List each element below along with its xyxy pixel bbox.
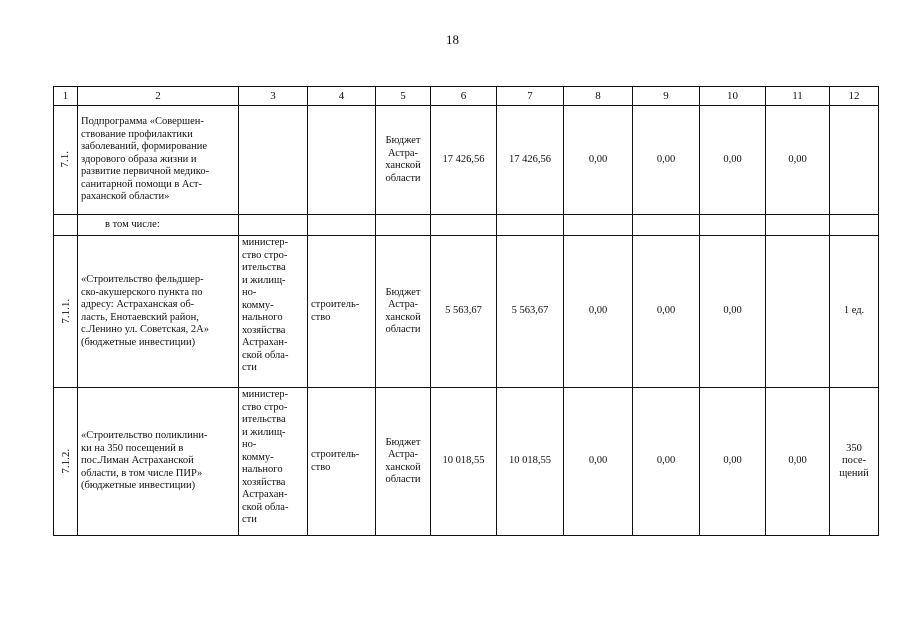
executor bbox=[239, 106, 308, 215]
amount-year-1: 5 563,67 bbox=[497, 236, 564, 388]
expected-result bbox=[830, 106, 879, 215]
row-code-cell bbox=[54, 236, 78, 388]
empty-cell bbox=[564, 215, 633, 236]
table-row-subprogram bbox=[54, 106, 879, 215]
column-number: 7 bbox=[497, 87, 564, 106]
empty-cell bbox=[700, 215, 766, 236]
empty-cell bbox=[431, 215, 497, 236]
column-number: 8 bbox=[564, 87, 633, 106]
row-code: 7.1.1. bbox=[60, 298, 73, 324]
amount-year-1: 17 426,56 bbox=[497, 106, 564, 215]
amount-year-2: 0,00 bbox=[564, 106, 633, 215]
amount-year-5 bbox=[766, 236, 830, 388]
column-number: 6 bbox=[431, 87, 497, 106]
executor: министер- ство стро- ительства и жилищ- но- комму- нального хозяйства Астрахан- ской обла- сти bbox=[239, 388, 308, 536]
funding-source: Бюджет Астра- ханской области bbox=[376, 236, 431, 388]
row-code-cell bbox=[54, 106, 78, 215]
amount-total: 5 563,67 bbox=[431, 236, 497, 388]
direction bbox=[308, 106, 376, 215]
amount-year-5: 0,00 bbox=[766, 106, 830, 215]
column-number: 11 bbox=[766, 87, 830, 106]
empty-cell bbox=[766, 215, 830, 236]
measure-name: «Строительство фельдшер- ско-акушерского пункта по адресу: Астраханская об- ласть, Енотаевский район, с.Ленино ул. Советская, 2А» (бюджетные инвестиции) bbox=[78, 236, 239, 388]
row-code: 7.1.2. bbox=[60, 448, 73, 474]
amount-year-5: 0,00 bbox=[766, 388, 830, 536]
group-label: в том числе: bbox=[78, 215, 239, 236]
column-number: 2 bbox=[78, 87, 239, 106]
amount-total: 17 426,56 bbox=[431, 106, 497, 215]
amount-year-4: 0,00 bbox=[700, 106, 766, 215]
row-code-cell bbox=[54, 388, 78, 536]
column-number-row bbox=[54, 87, 879, 106]
direction: строитель- ство bbox=[308, 236, 376, 388]
expected-result: 1 ед. bbox=[830, 236, 879, 388]
measure-name: «Строительство поликлини- ки на 350 посещений в пос.Лиман Астраханской области, в том числе ПИР» (бюджетные инвестиции) bbox=[78, 388, 239, 536]
column-number: 10 bbox=[700, 87, 766, 106]
measure-name: Подпрограмма «Совершен- ствование профилактики заболеваний, формирование здорового образа жизни и развитие первичной медико- санитарной помощи в Аст- раханской области» bbox=[78, 106, 239, 215]
empty-cell bbox=[376, 215, 431, 236]
column-number: 12 bbox=[830, 87, 879, 106]
amount-year-4: 0,00 bbox=[700, 236, 766, 388]
column-number: 3 bbox=[239, 87, 308, 106]
table-row-project-2 bbox=[54, 388, 879, 536]
column-number: 1 bbox=[54, 87, 78, 106]
funding-source: Бюджет Астра- ханской области bbox=[376, 106, 431, 215]
empty-cell bbox=[633, 215, 700, 236]
empty-cell bbox=[308, 215, 376, 236]
empty-cell bbox=[54, 215, 78, 236]
table-row-project-1 bbox=[54, 236, 879, 388]
page-number: 18 bbox=[446, 32, 459, 47]
column-number: 5 bbox=[376, 87, 431, 106]
direction: строитель- ство bbox=[308, 388, 376, 536]
amount-year-3: 0,00 bbox=[633, 106, 700, 215]
amount-year-4: 0,00 bbox=[700, 388, 766, 536]
amount-year-2: 0,00 bbox=[564, 236, 633, 388]
empty-cell bbox=[239, 215, 308, 236]
empty-cell bbox=[830, 215, 879, 236]
expected-result: 350 посе- щений bbox=[830, 388, 879, 536]
amount-year-1: 10 018,55 bbox=[497, 388, 564, 536]
amount-year-3: 0,00 bbox=[633, 388, 700, 536]
funding-source: Бюджет Астра- ханской области bbox=[376, 388, 431, 536]
amount-year-2: 0,00 bbox=[564, 388, 633, 536]
empty-cell bbox=[497, 215, 564, 236]
amount-year-3: 0,00 bbox=[633, 236, 700, 388]
executor: министер- ство стро- ительства и жилищ- но- комму- нального хозяйства Астрахан- ской обла- сти bbox=[239, 236, 308, 388]
column-number: 4 bbox=[308, 87, 376, 106]
table-row-group-label bbox=[54, 215, 879, 236]
amount-total: 10 018,55 bbox=[431, 388, 497, 536]
column-number: 9 bbox=[633, 87, 700, 106]
row-code: 7.1. bbox=[59, 151, 72, 168]
program-table bbox=[53, 86, 879, 536]
